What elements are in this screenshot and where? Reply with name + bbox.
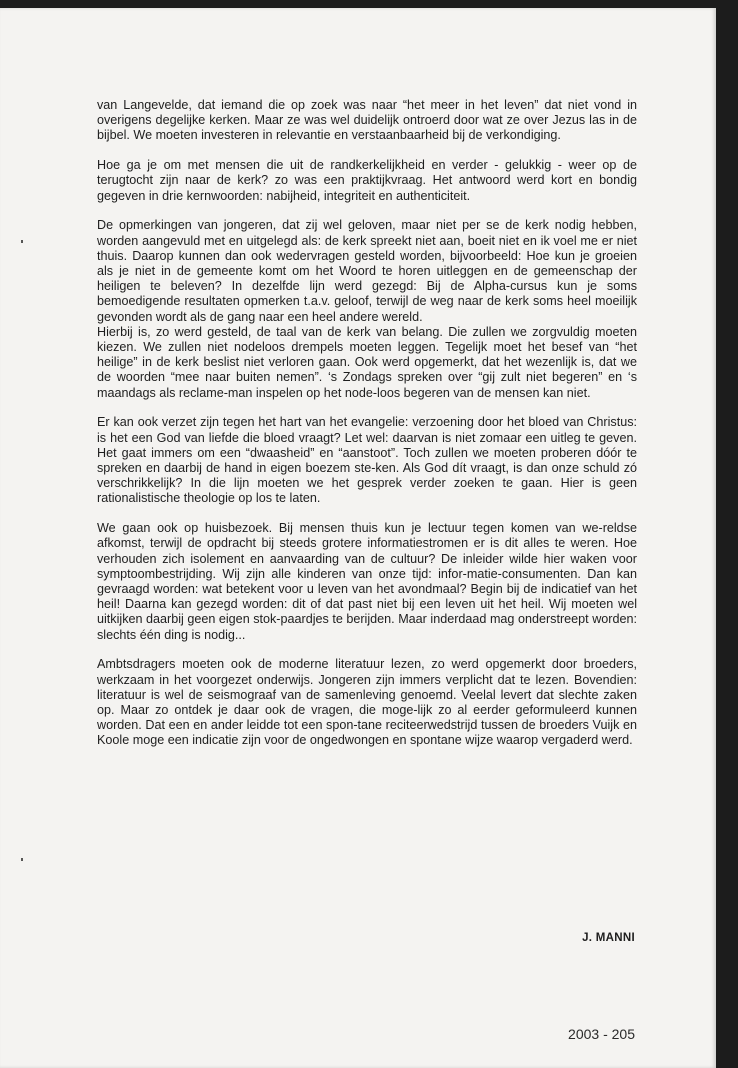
- paragraph: Ambtsdragers moeten ook de moderne literatuur lezen, zo werd opgemerkt door broeders, werkzaam in het voorgezet onderwijs. Jongeren zijn immers verplicht dat te lezen. Bovendien: literatuur is wel de seismograaf van de samenleving genoemd. Veelal levert dat slechte zaken op. Maar zo ontdek je daar ook de vragen, die moge-lijk zo al eerder geformuleerd kunnen worden. Dat een en ander leidde tot een spon-tane reciteerwedstrijd tussen de broeders Vuijk en Koole moge een indicatie zijn voor de ongedwongen en spontane wijze waarop vergaderd werd.: [97, 657, 637, 748]
- margin-mark: [21, 240, 23, 243]
- paragraph: Er kan ook verzet zijn tegen het hart van het evangelie: verzoening door het bloed van Christus: is het een God van liefde die bloed vraagt? Let wel: daarvan is niet zomaar een uitleg te geven. Het gaat immers om een “dwaasheid” en “aanstoot”. Toch zullen we moeten proberen dóór te spreken en daarbij de hand in eigen boezem ste-ken. Als God dít vraagt, is dan onze schuld zó verschrikkelijk? In die lijn moeten we het gesprek verder zoeken te gaan. Hier is geen rationalistische theologie op los te laten.: [97, 415, 637, 506]
- margin-mark: [21, 858, 23, 861]
- page-number: 2003 - 205: [568, 1026, 635, 1042]
- paragraph: Hoe ga je om met mensen die uit de randkerkelijkheid en verder - gelukkig - weer op de terugtocht zijn naar de kerk? zo was een praktijkvraag. Het antwoord werd kort en bondig gegeven in drie kernwoorden: nabijheid, integriteit en authenticiteit.: [97, 158, 637, 203]
- article-body: [97, 98, 637, 763]
- scan-right-edge: [716, 0, 738, 1068]
- author-signature: J. MANNI: [582, 932, 635, 944]
- paragraph: van Langevelde, dat iemand die op zoek was naar “het meer in het leven” dat niet vond in overigens degelijke kerken. Maar ze was wel duidelijk ontroerd door wat ze over Jezus las in de bijbel. We moeten investeren in relevantie en verstaanbaarheid bij de verkondiging.: [97, 98, 637, 143]
- paragraph: Hierbij is, zo werd gesteld, de taal van de kerk van belang. Die zullen we zorgvuldig moeten kiezen. We zullen niet nodeloos drempels moeten leggen. Tegelijk moet het besef van “het heilige” in de kerk beslist niet verloren gaan. Ook werd opgemerkt, dat het wezenlijk is, dat we de woorden “mee naar buiten nemen”. ‘s Zondags spreken over “gij zult niet begeren” en ‘s maandags als reclame-man inspelen op het node-loos begeren van de mensen kan niet.: [97, 324, 637, 400]
- paragraph: We gaan ook op huisbezoek. Bij mensen thuis kun je lectuur tegen komen van we-reldse afkomst, terwijl de opdracht bij steeds grotere informatiestromen er is dit alles te weren. Hoe verhouden zich isolement en aanvaarding van de cultuur? De inleider wilde hier waken voor symptoombestrijding. Wij zijn alle kinderen van onze tijd: infor-matie-consumenten. Dan kan gevraagd worden: wat betekent voor u leven van het avondmaal? Begin bij de indicatief van het heil! Daarna kan gezegd worden: dit of dat past niet bij een leven uit het heil. Wij moeten wel uitkijken daarbij geen eigen stok-paardjes te berijden. Maar inderdaad mag onderstreept worden: slechts één ding is nodig...: [97, 521, 637, 642]
- paragraph: De opmerkingen van jongeren, dat zij wel geloven, maar niet per se de kerk nodig hebben, worden aangevuld met en uitgelegd als: de kerk spreekt niet aan, boeit niet en ik voel me er niet thuis. Daarop kunnen dan ook wedervragen gesteld worden, bijvoorbeeld: Hoe kun je groeien als je niet in de gemeente komt om het Woord te horen uitleggen en de gemeenschap der heiligen te beleven? In dezelfde lijn werd gezegd: Bij de Alpha-cursus kun je soms bemoedigende resultaten opmerken t.a.v. geloof, terwijl de weg naar de kerk soms heel moeilijk gevonden wordt als de gang naar een heel andere wereld.: [97, 218, 637, 324]
